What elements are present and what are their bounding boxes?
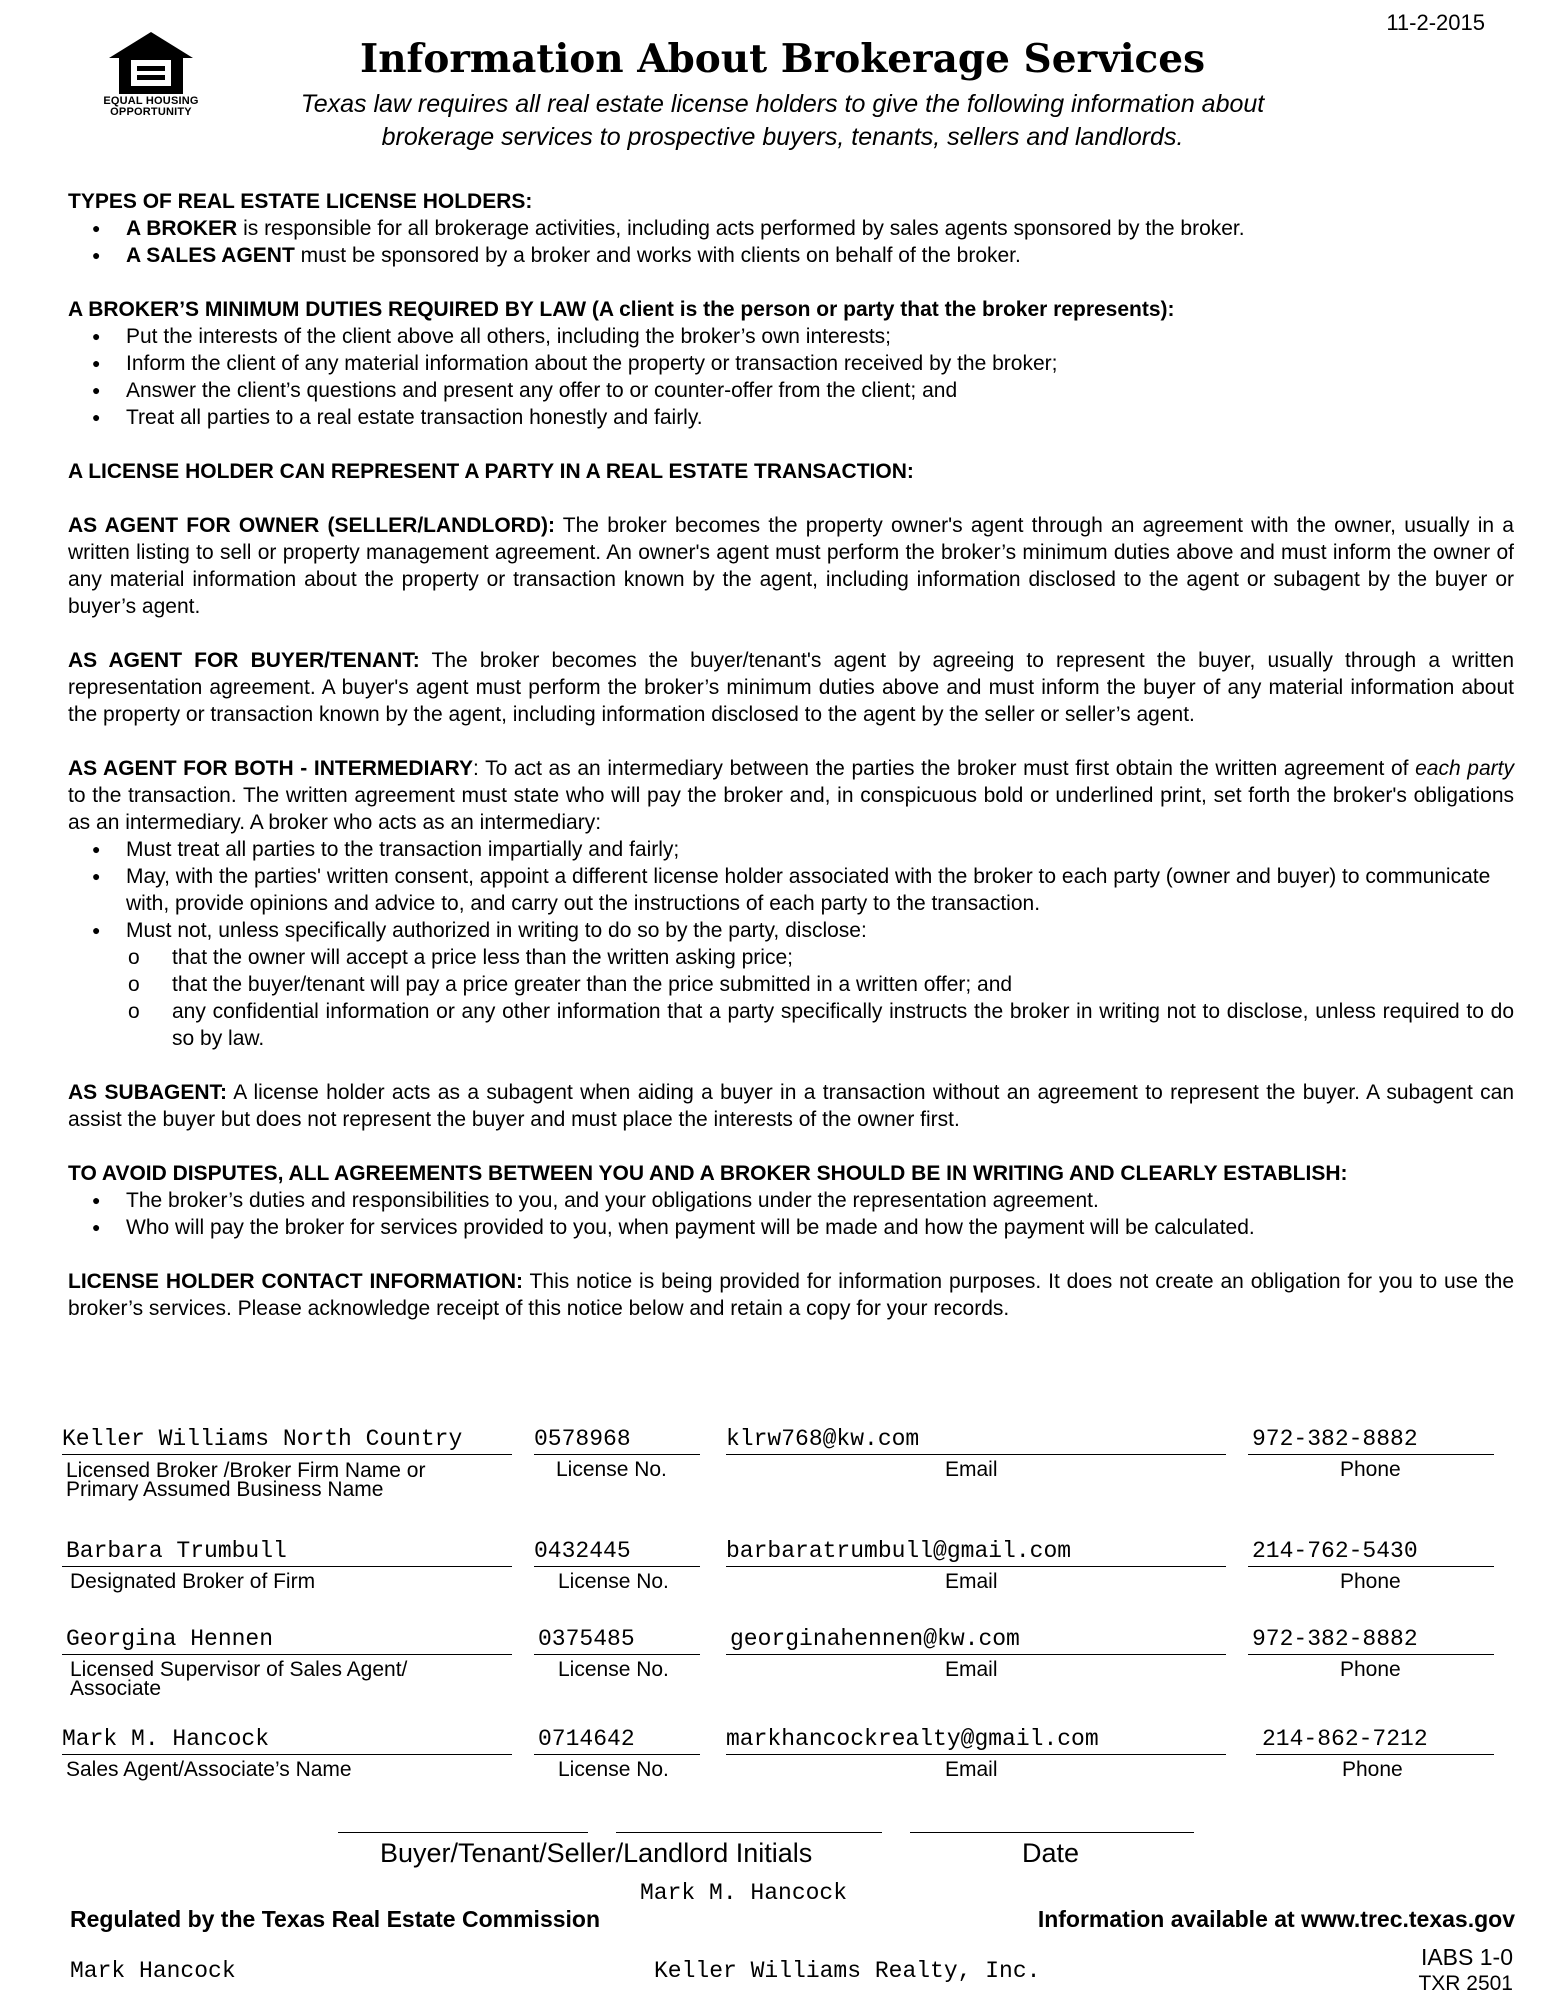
designated-broker-name-field[interactable]: Barbara Trumbull: [66, 1538, 287, 1564]
intermediary-item: ● Must treat all parties to the transaction impartially and fairly;: [68, 836, 1514, 863]
broker-firm-label-line2: Primary Assumed Business Name: [66, 1478, 384, 1501]
supervisor-phone-field[interactable]: 972-382-8882: [1252, 1626, 1418, 1652]
subagent-text: A license holder acts as a subagent when aiding a buyer in a transaction without an agreement to represent the buyer. A subagent can assist the buyer but does not represent the buyer and must place the interests of the owner first.: [68, 1081, 1514, 1131]
form-id: IABS 1-0: [1420, 1944, 1513, 1970]
email-label: Email: [945, 1570, 998, 1593]
document-body: [68, 188, 1514, 1322]
buyer-paragraph: [68, 647, 1514, 728]
types-item-bold: A SALES AGENT: [126, 244, 295, 267]
buyer-text: The broker becomes the buyer/tenant's agent by agreeing to represent the buyer, usually through a written representation agreement. A buyer's agent must perform the broker’s minimum duties above and must inform the buyer of any material information about the property or transaction known by the agent, including information disclosed to the agent by the seller or seller’s agent.: [68, 649, 1515, 726]
types-item-text: must be sponsored by a broker and works with clients on behalf of the broker.: [294, 244, 1021, 267]
contact-heading: LICENSE HOLDER CONTACT INFORMATION:: [68, 1270, 524, 1293]
intermediary-subitem: o any confidential information or any other information that a party specifically instructs the broker in writing not to disclose, unless required to do so by law.: [68, 998, 1514, 1052]
footer-agent-name: Mark Hancock: [70, 1958, 236, 1984]
intermediary-item: ● May, with the parties' written consent, appoint a different license holder associated with the broker to each party (owner and buyer) to communicate with, provide opinions and advice to, and carry out the instructions of each party to the transaction.: [68, 863, 1514, 917]
subtitle-line1: Texas law requires all real estate license holders to give the following information about: [300, 90, 1265, 118]
types-item-text: is responsible for all brokerage activities, including acts performed by sales agents sponsored by the broker.: [237, 217, 1245, 240]
initials-label: Buyer/Tenant/Seller/Landlord Initials: [380, 1838, 813, 1868]
duties-item: ● Treat all parties to a real estate transaction honestly and fairly.: [68, 404, 1514, 431]
broker-license-field[interactable]: 0578968: [534, 1426, 631, 1452]
duties-heading: A BROKER’S MINIMUM DUTIES REQUIRED BY LAW (A client is the person or party that the broker represents):: [68, 298, 1175, 321]
date-label: Date: [1022, 1838, 1080, 1868]
duties-item: ● Answer the client’s questions and present any offer to or counter-offer from the client; and: [68, 377, 1514, 404]
license-no-label: License No.: [558, 1658, 669, 1681]
supervisor-label: Licensed Supervisor of Sales Agent/: [70, 1658, 408, 1681]
designated-broker-label: Designated Broker of Firm: [70, 1570, 316, 1593]
contact-paragraph: [68, 1268, 1514, 1322]
broker-phone-field[interactable]: 972-382-8882: [1252, 1426, 1418, 1452]
phone-label: Phone: [1340, 1658, 1401, 1681]
intermediary-heading: AS AGENT FOR BOTH - INTERMEDIARY: [68, 757, 473, 780]
intermediary-text-b: to the transaction. The written agreement must state who will pay the broker and, in conspicuous bold or underlined print, set forth the broker's obligations as an intermediary. A broker who acts as an intermediary:: [68, 784, 1514, 834]
supervisor-license-field[interactable]: 0375485: [538, 1626, 635, 1652]
sales-agent-label: Sales Agent/Associate’s Name: [66, 1758, 352, 1781]
phone-label: Phone: [1340, 1570, 1401, 1593]
email-label: Email: [945, 1758, 998, 1781]
types-item: [68, 242, 1514, 269]
designated-broker-email-field[interactable]: barbaratrumbull@gmail.com: [726, 1538, 1072, 1564]
trec-info: Information available at www.trec.texas.gov: [1037, 1906, 1515, 1932]
footer-brokerage: Keller Williams Realty, Inc.: [654, 1958, 1041, 1984]
supervisor-name-field[interactable]: Georgina Hennen: [66, 1626, 274, 1652]
intermediary-subitem: o that the owner will accept a price less than the written asking price;: [68, 944, 1514, 971]
buyer-initials-line-1[interactable]: [338, 1832, 588, 1833]
disputes-item: ● The broker’s duties and responsibilities to you, and your obligations under the representation agreement.: [68, 1187, 1514, 1214]
contact-text: This notice is being provided for information purposes. It does not create an obligation for you to use the broker’s services. Please acknowledge receipt of this notice below and retain a copy for your records.: [68, 1270, 1515, 1320]
subtitle-line2: brokerage services to prospective buyers, tenants, sellers and landlords.: [381, 123, 1184, 151]
disputes-list: [68, 1187, 1514, 1241]
email-label: Email: [945, 1658, 998, 1681]
sales-agent-email-field[interactable]: markhancockrealty@gmail.com: [726, 1726, 1099, 1752]
broker-firm-name-field[interactable]: Keller Williams North Country: [62, 1426, 463, 1452]
page-subtitle: [250, 88, 1315, 154]
designated-broker-phone-field[interactable]: 214-762-5430: [1252, 1538, 1418, 1564]
intermediary-sublist: [68, 944, 1514, 1052]
owner-paragraph: [68, 512, 1514, 620]
buyer-heading: AS AGENT FOR BUYER/TENANT:: [68, 649, 420, 672]
buyer-initials-line-2[interactable]: [616, 1832, 882, 1833]
duties-item: ● Put the interests of the client above all others, including the broker’s own interests;: [68, 323, 1514, 350]
disputes-heading: TO AVOID DISPUTES, ALL AGREEMENTS BETWEEN YOU AND A BROKER SHOULD BE IN WRITING AND CLEARLY ESTABLISH:: [68, 1162, 1348, 1185]
types-item-bold: A BROKER: [126, 217, 238, 240]
form-date: 11-2-2015: [1386, 10, 1485, 35]
logo-text-line1: EQUAL HOUSING: [103, 95, 199, 107]
email-label: Email: [945, 1458, 998, 1481]
phone-label: Phone: [1340, 1458, 1401, 1481]
sales-agent-license-field[interactable]: 0714642: [538, 1726, 635, 1752]
sales-agent-phone-field[interactable]: 214-862-7212: [1262, 1726, 1428, 1752]
designated-broker-license-field[interactable]: 0432445: [534, 1538, 631, 1564]
types-item: [68, 215, 1514, 242]
owner-text: The broker becomes the property owner's agent through an agreement with the owner, usually in a written listing to sell or property management agreement. An owner's agent must perform the broker’s minimum duties above and must inform the owner of any material information about the property or transaction known by the agent, including information disclosed to the agent or subagent by the buyer or buyer’s agent.: [68, 514, 1514, 618]
broker-email-field[interactable]: klrw768@kw.com: [726, 1426, 920, 1452]
signer-name: Mark M. Hancock: [640, 1880, 848, 1906]
supervisor-label-line2: Associate: [70, 1677, 162, 1700]
license-no-label: License No.: [558, 1758, 669, 1781]
intermediary-text-a: : To act as an intermediary between the parties the broker must first obtain the written agreement of: [472, 757, 1416, 780]
subagent-heading: AS SUBAGENT:: [68, 1081, 228, 1104]
intermediary-list: [68, 836, 1514, 944]
date-line[interactable]: [910, 1832, 1194, 1833]
page-title: Information About Brokerage Services: [359, 36, 1206, 82]
intermediary-subitem: o that the buyer/tenant will pay a price greater than the price submitted in a written offer; and: [68, 971, 1514, 998]
license-no-label: License No.: [558, 1570, 669, 1593]
logo-text-line2: OPPORTUNITY: [110, 106, 192, 118]
supervisor-email-field[interactable]: georginahennen@kw.com: [730, 1626, 1020, 1652]
disputes-item: ● Who will pay the broker for services provided to you, when payment will be made and how the payment will be calculated.: [68, 1214, 1514, 1241]
types-list: [68, 215, 1514, 269]
subagent-paragraph: [68, 1079, 1514, 1133]
duties-list: [68, 323, 1514, 431]
owner-heading: AS AGENT FOR OWNER (SELLER/LANDLORD):: [68, 514, 555, 537]
license-no-label: License No.: [556, 1458, 667, 1481]
form-code: TXR 2501: [1418, 1972, 1513, 1995]
intermediary-paragraph: [68, 755, 1514, 836]
represent-heading: A LICENSE HOLDER CAN REPRESENT A PARTY IN A REAL ESTATE TRANSACTION:: [68, 460, 914, 483]
intermediary-text-italic: each party: [1415, 757, 1514, 780]
regulated-by: Regulated by the Texas Real Estate Commission: [70, 1906, 601, 1932]
broker-firm-label: Licensed Broker /Broker Firm Name or: [66, 1459, 426, 1482]
phone-label: Phone: [1342, 1758, 1403, 1781]
sales-agent-name-field[interactable]: Mark M. Hancock: [62, 1726, 270, 1752]
intermediary-item: ● Must not, unless specifically authorized in writing to do so by the party, disclose:: [68, 917, 1514, 944]
duties-item: ● Inform the client of any material information about the property or transaction received by the broker;: [68, 350, 1514, 377]
types-heading: TYPES OF REAL ESTATE LICENSE HOLDERS:: [68, 190, 533, 213]
